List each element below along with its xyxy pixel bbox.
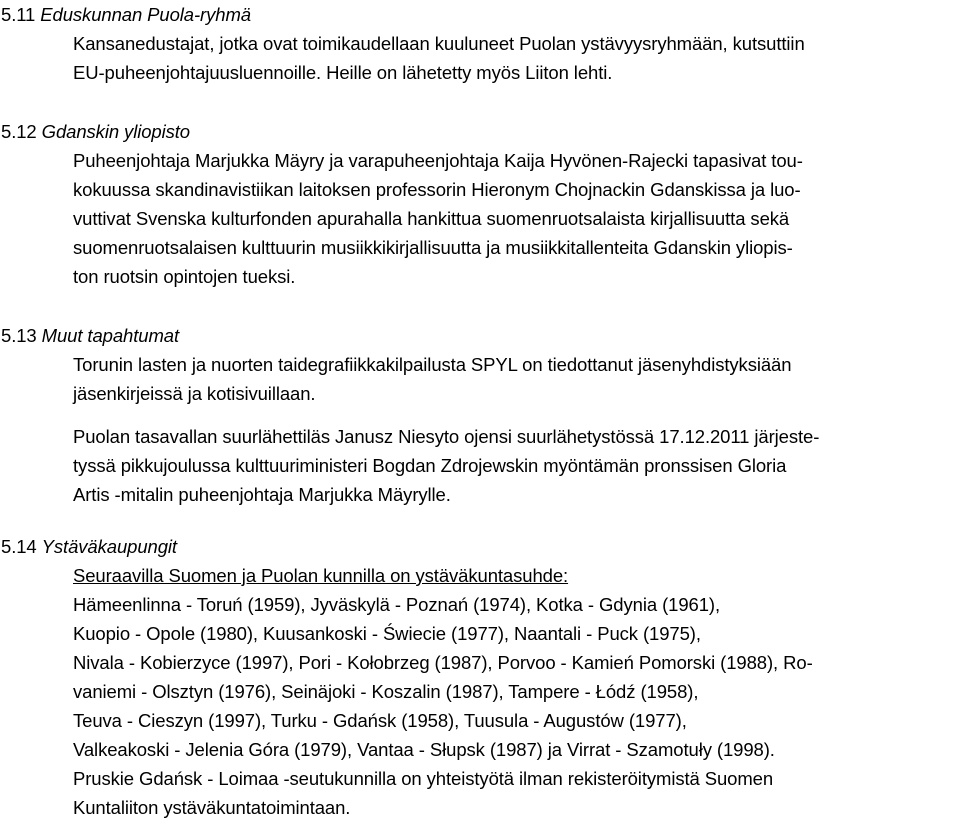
text-line: Kuopio - Opole (1980), Kuusankoski - Świecie (1977), Naantali - Puck (1975), xyxy=(73,623,701,644)
section-number: 5.12 xyxy=(1,121,37,142)
text-line: Artis -mitalin puheenjohtaja Marjukka Mäyrylle. xyxy=(73,484,451,505)
section-5-11 xyxy=(0,1,960,87)
text-line: Hämeenlinna - Toruń (1959), Jyväskylä - Poznań (1974), Kotka - Gdynia (1961), xyxy=(73,594,720,615)
text-line: Kansanedustajat, jotka ovat toimikaudellaan kuuluneet Puolan ystävyysryhmään, kutsuttiin xyxy=(73,33,805,54)
section-number: 5.11 xyxy=(1,4,36,25)
text-line: suomenruotsalaisen kulttuurin musiikkikirjallisuutta ja musiikkitallenteita Gdanskin yliopis- xyxy=(73,237,793,258)
text-line: Teuva - Cieszyn (1997), Turku - Gdańsk (1958), Tuusula - Augustów (1977), xyxy=(73,710,687,731)
section-5-13 xyxy=(0,322,960,509)
section-heading xyxy=(1,118,960,146)
text-line: Nivala - Kobierzyce (1997), Pori - Kołobrzeg (1987), Porvoo - Kamień Pomorski (1988), Ro- xyxy=(73,652,813,673)
section-title: Eduskunnan Puola-ryhmä xyxy=(40,4,251,25)
text-line: vaniemi - Olsztyn (1976), Seinäjoki - Koszalin (1987), Tampere - Łódź (1958), xyxy=(73,681,699,702)
section-heading xyxy=(1,1,960,29)
text-line: Kuntaliiton ystäväkuntatoimintaan. xyxy=(73,797,351,818)
section-heading xyxy=(1,322,960,350)
text-line: Puheenjohtaja Marjukka Mäyry ja varapuheenjohtaja Kaija Hyvönen-Rajecki tapasivat tou- xyxy=(73,150,803,171)
text-line: Torunin lasten ja nuorten taidegrafiikkakilpailusta SPYL on tiedottanut jäsenyhdistyksiään xyxy=(73,354,792,375)
text-line: ton ruotsin opintojen tueksi. xyxy=(73,266,296,287)
paragraph xyxy=(0,422,960,509)
section-heading xyxy=(1,533,960,561)
section-5-14 xyxy=(0,533,960,822)
text-line: Puolan tasavallan suurlähettiläs Janusz Niesyto ojensi suurlähetystössä 17.12.2011 järjeste- xyxy=(73,426,820,447)
text-line: Pruskie Gdańsk - Loimaa -seutukunnilla on yhteistyötä ilman rekisteröitymistä Suomen xyxy=(73,768,774,789)
text-line: jäsenkirjeissä ja kotisivuillaan. xyxy=(73,383,316,404)
paragraph xyxy=(0,350,960,408)
section-title: Ystäväkaupungit xyxy=(41,536,177,557)
text-line: EU-puheenjohtajuusluennoille. Heille on lähetetty myös Liiton lehti. xyxy=(73,62,613,83)
section-title: Gdanskin yliopisto xyxy=(41,121,190,142)
section-5-12 xyxy=(0,118,960,291)
underlined-intro: Seuraavilla Suomen ja Puolan kunnilla on ystäväkuntasuhde: xyxy=(73,565,569,586)
text-line: tyssä pikkujoulussa kulttuuriministeri Bogdan Zdrojewskin myöntämän pronssisen Gloria xyxy=(73,455,787,476)
text-line: Valkeakoski - Jelenia Góra (1979), Vantaa - Słupsk (1987) ja Virrat - Szamotuły (1998). xyxy=(73,739,775,760)
text-line: vuttivat Svenska kulturfonden apurahalla hankittua suomenruotsalaista kirjallisuutta sekä xyxy=(73,208,790,229)
section-number: 5.13 xyxy=(1,325,37,346)
text-line: kokuussa skandinavistiikan laitoksen professorin Hieronym Chojnackin Gdanskissa ja luo- xyxy=(73,179,801,200)
section-number: 5.14 xyxy=(1,536,37,557)
section-title: Muut tapahtumat xyxy=(41,325,179,346)
